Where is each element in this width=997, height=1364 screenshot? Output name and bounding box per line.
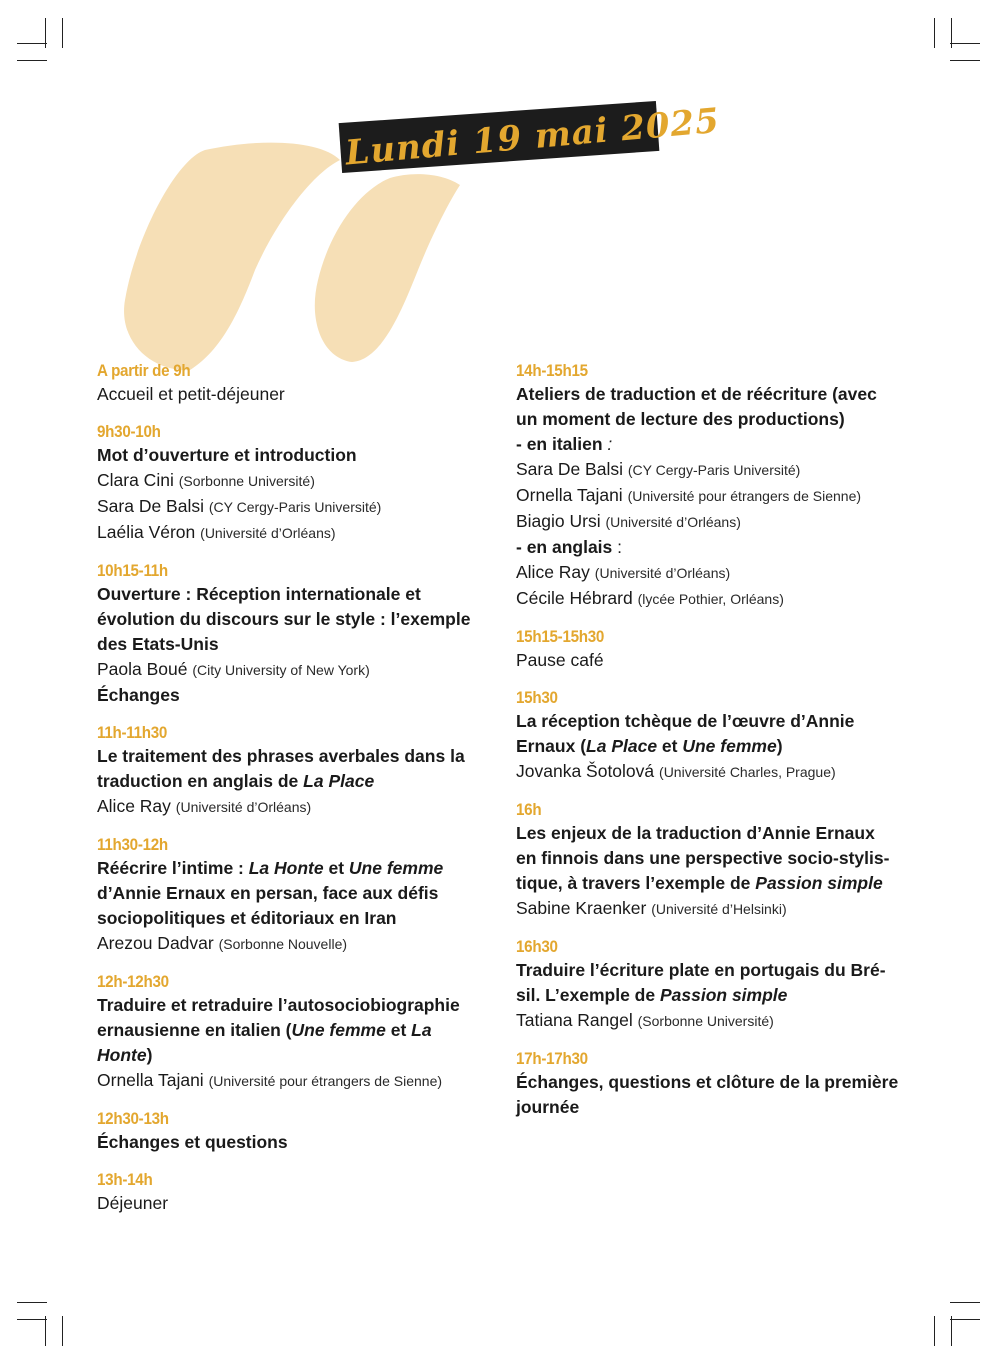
session-title-line: Ouverture : Réception internationale et [97,584,421,604]
speaker-affiliation: (Université d’Orléans) [200,525,336,541]
speaker-name: Ornella Tajani [516,485,623,505]
program-column-left [97,360,487,1230]
session-slot [516,687,911,785]
session-text: Accueil et petit-déjeuner [97,384,285,404]
speaker [97,931,487,957]
session-time: 17h-17h30 [516,1050,588,1068]
speaker-affiliation: (Université d’Orléans) [175,799,312,815]
session-slot [516,799,911,922]
session-slot [97,1169,487,1216]
language-group: - en anglais : [516,537,623,557]
speaker-name: Alice Ray [97,796,171,816]
session-title-line: évolution du discours sur le style : l’exemple [97,609,471,629]
speaker [516,560,911,586]
session-slot [516,360,911,612]
speaker-name: Ornella Tajani [97,1070,204,1090]
speaker-name: Arezou Dadvar [97,933,214,953]
speaker [97,468,487,494]
session-title-line: en finnois dans une perspective socio-stylis- [516,848,890,868]
speaker-name: Tatiana Rangel [516,1010,633,1030]
book-title: La [411,1020,432,1040]
book-title: La Place [586,736,658,756]
session-title-line: Honte) [97,1045,153,1065]
session-title-line: Les enjeux de la traduction d’Annie Ernaux [516,823,875,843]
session-title: Échanges et questions [97,1132,288,1152]
session-slot [97,421,487,546]
program-column-right [516,360,911,1134]
session-title-line: sil. L’exemple de Passion simple [516,985,788,1005]
session-title-line: d’Annie Ernaux en persan, face aux défis [97,883,439,903]
speaker [97,794,487,820]
session-title-line: Ernaux (La Place et Une femme) [516,736,783,756]
speaker-affiliation: (Université d’Orléans) [605,514,741,530]
session-time: 16h [516,801,542,819]
session-title-line: Ateliers de traduction et de réécriture (avec [516,384,877,404]
book-title: La Place [303,771,375,791]
speaker [516,759,911,785]
session-title-line: tique, à travers l’exemple de Passion simple [516,873,883,893]
speaker-affiliation: (Sorbonne Nouvelle) [218,936,348,952]
session-title-line: un moment de lecture des productions) [516,409,845,429]
book-title: Une femme [682,736,777,756]
session-title-line: Échanges, questions et clôture de la première [516,1072,899,1092]
session-extra: Échanges [97,685,180,705]
speaker [516,586,911,612]
session-time: 12h30-13h [97,1110,169,1128]
session-slot [97,722,487,820]
speaker-affiliation: (Université pour étrangers de Sienne) [627,488,862,504]
session-time: 9h30-10h [97,423,161,441]
session-slot [516,626,911,673]
session-slot [97,360,487,407]
book-title: Passion simple [755,873,883,893]
speaker-affiliation: (City University of New York) [192,662,370,678]
book-title: Honte [97,1045,147,1065]
session-slot [97,971,487,1094]
session-title-line: traduction en anglais de La Place [97,771,375,791]
session-slot [516,1048,911,1120]
speaker-affiliation: (CY Cergy-Paris Université) [208,499,382,515]
session-slot [97,834,487,957]
speaker [97,520,487,546]
speaker-affiliation: (Université pour étrangers de Sienne) [208,1073,443,1089]
session-title-line: La réception tchèque de l’œuvre d’Annie [516,711,855,731]
session-time: 15h30 [516,689,558,707]
speaker-name: Laélia Véron [97,522,196,542]
speaker-name: Jovanka Šotolová [516,761,655,781]
speaker [516,1008,911,1034]
speaker-affiliation: (Université Charles, Prague) [659,764,836,780]
book-title: La Honte [248,858,324,878]
speaker-affiliation: (Université d’Helsinki) [651,901,787,917]
speaker-name: Biagio Ursi [516,511,601,531]
session-title-line: sociopolitiques et éditoriaux en Iran [97,908,397,928]
session-time: 11h30-12h [97,836,168,854]
session-title-line: Réécrire l’intime : La Honte et Une femme [97,858,444,878]
speaker-name: Sabine Kraenker [516,898,647,918]
speaker-name: Alice Ray [516,562,590,582]
session-time: 15h15-15h30 [516,628,605,646]
session-time: A partir de 9h [97,362,191,380]
session-time: 13h-14h [97,1171,153,1189]
session-slot [97,1108,487,1155]
language-group: - en italien : [516,434,613,454]
session-slot [97,560,487,708]
speaker [97,494,487,520]
speaker-name: Sara De Balsi [516,459,623,479]
session-title: Mot d’ouverture et introduction [97,445,357,465]
session-title-line: Traduire et retraduire l’autosociobiographie [97,995,460,1015]
speaker-affiliation: (CY Cergy-Paris Université) [627,462,801,478]
speaker [97,657,487,683]
speaker [516,457,911,483]
session-time: 16h30 [516,938,558,956]
speaker [516,483,911,509]
book-title: Une femme [291,1020,386,1040]
book-title: Passion simple [659,985,788,1005]
session-time: 12h-12h30 [97,973,169,991]
session-time: 10h15-11h [97,562,168,580]
speaker [516,896,911,922]
speaker-name: Clara Cini [97,470,174,490]
speaker-name: Sara De Balsi [97,496,204,516]
speaker [516,509,911,535]
brush-stroke-left [124,143,340,371]
speaker-name: Cécile Hébrard [516,588,633,608]
session-text: Pause café [516,650,604,670]
speaker [97,1068,487,1094]
session-title-line: ernausienne en italien (Une femme et La [97,1020,432,1040]
brush-stroke-right [315,174,460,362]
book-title: Une femme [348,858,444,878]
session-time: 11h-11h30 [97,724,168,742]
speaker-affiliation: (Sorbonne Université) [637,1013,774,1029]
speaker-name: Paola Boué [97,659,188,679]
session-text: Déjeuner [97,1193,169,1213]
session-title-line: Le traitement des phrases averbales dans la [97,746,465,766]
session-time: 14h-15h15 [516,362,588,380]
session-slot [516,936,911,1034]
speaker-affiliation: (lycée Pothier, Orléans) [637,591,784,607]
session-title-line: des Etats-Unis [97,634,219,654]
speaker-affiliation: (Sorbonne Université) [178,473,315,489]
session-title-line: journée [516,1097,580,1117]
session-title-line: Traduire l’écriture plate en portugais du Bré- [516,960,886,980]
speaker-affiliation: (Université d’Orléans) [594,565,731,581]
page-title: Lundi 19 mai 2025 [343,100,722,174]
